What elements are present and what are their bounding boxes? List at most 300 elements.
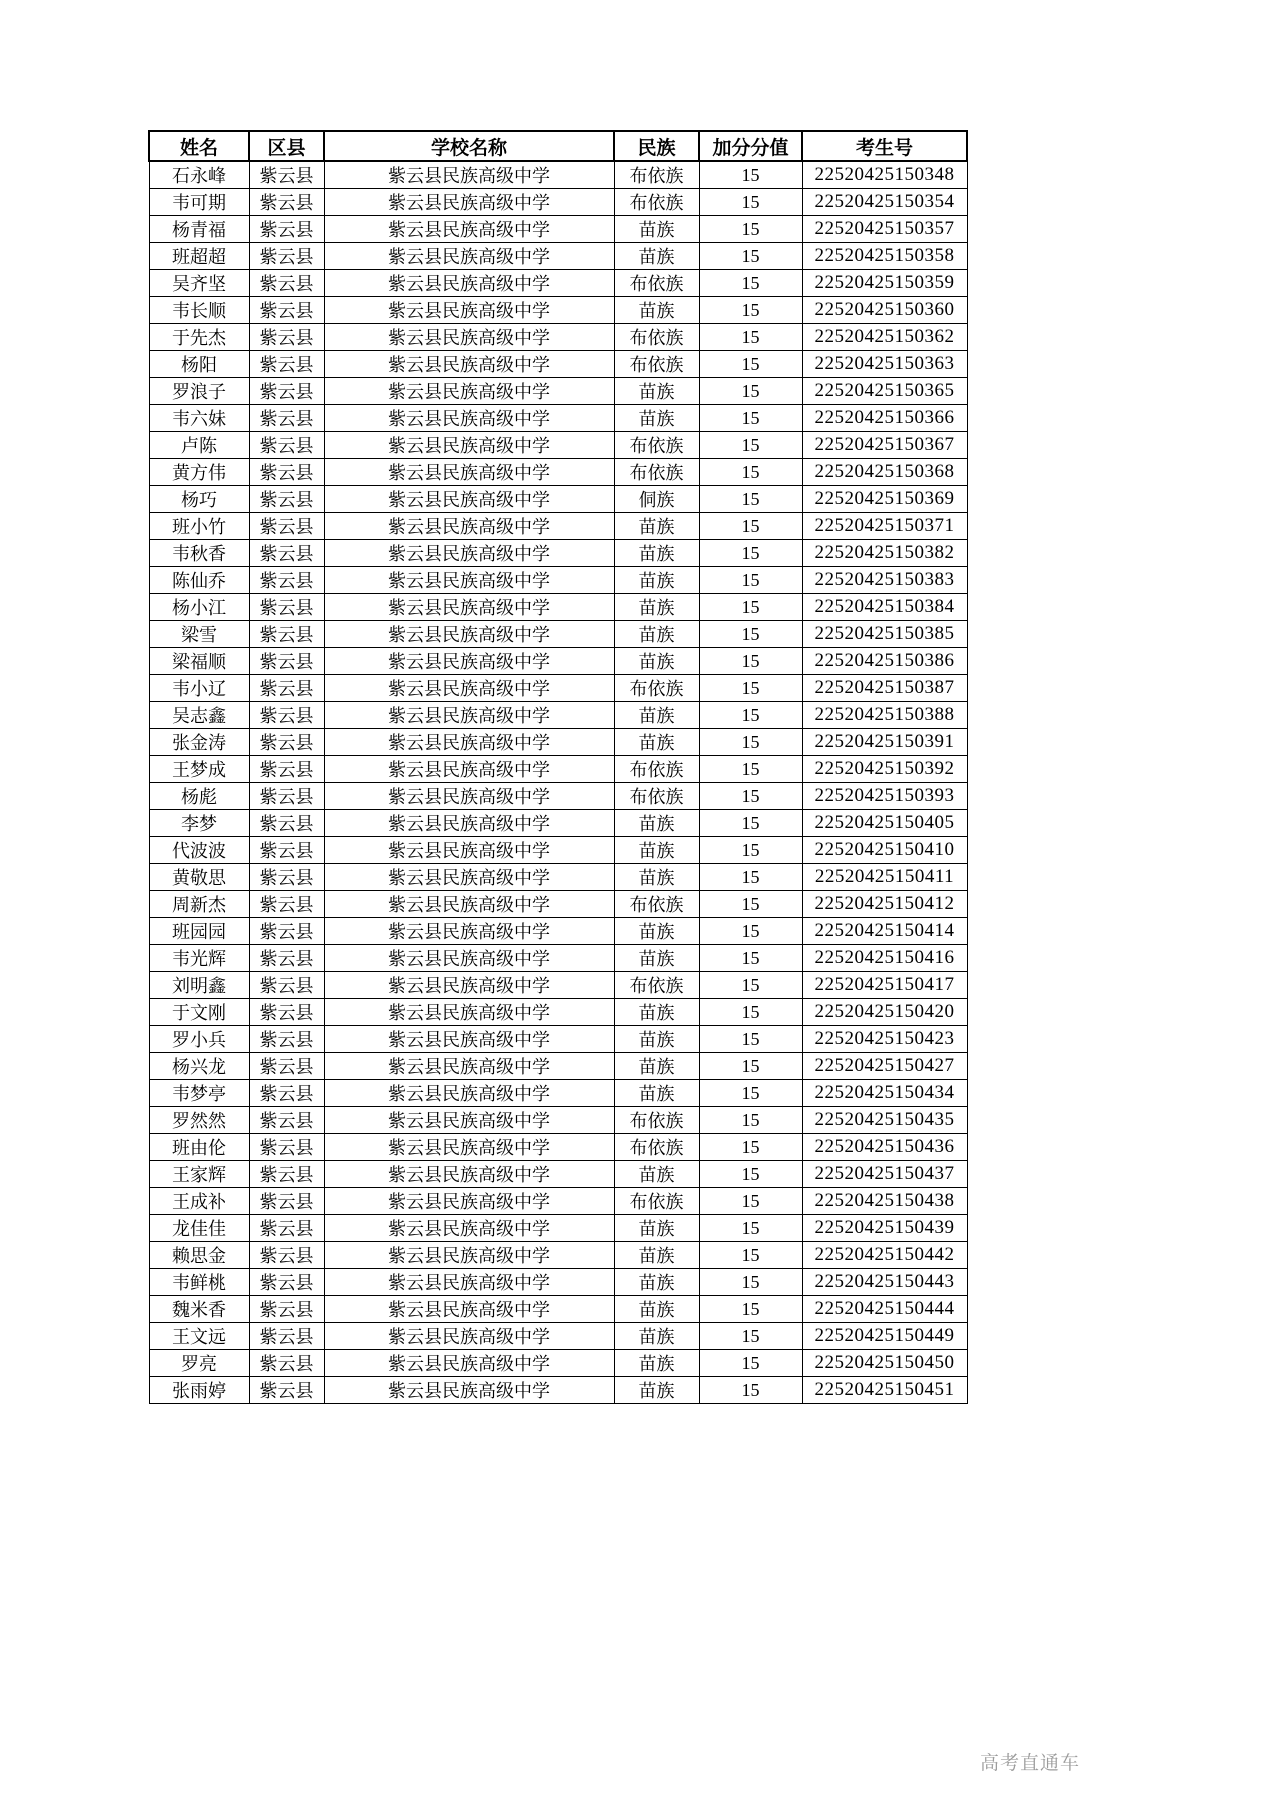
table-cell: 22520425150417 bbox=[802, 972, 967, 999]
table-cell: 22520425150393 bbox=[802, 783, 967, 810]
table-cell: 15 bbox=[699, 1053, 802, 1080]
table-cell: 张金涛 bbox=[149, 729, 249, 756]
table-cell: 15 bbox=[699, 1107, 802, 1134]
table-cell: 苗族 bbox=[614, 1215, 699, 1242]
table-cell: 紫云县 bbox=[249, 918, 324, 945]
table-cell: 吴齐坚 bbox=[149, 270, 249, 297]
table-cell: 15 bbox=[699, 297, 802, 324]
header-row bbox=[149, 131, 967, 161]
table-cell: 22520425150392 bbox=[802, 756, 967, 783]
table-cell: 罗小兵 bbox=[149, 1026, 249, 1053]
table-cell: 周新杰 bbox=[149, 891, 249, 918]
header-cell: 学校名称 bbox=[324, 131, 614, 161]
table-cell: 紫云县 bbox=[249, 891, 324, 918]
table-cell: 紫云县民族高级中学 bbox=[324, 729, 614, 756]
table-cell: 22520425150451 bbox=[802, 1377, 967, 1404]
table-cell: 紫云县 bbox=[249, 189, 324, 216]
table-cell: 赖思金 bbox=[149, 1242, 249, 1269]
table-row bbox=[149, 567, 967, 594]
table-cell: 紫云县 bbox=[249, 161, 324, 189]
table-cell: 王成补 bbox=[149, 1188, 249, 1215]
table-cell: 紫云县民族高级中学 bbox=[324, 594, 614, 621]
table-cell: 15 bbox=[699, 1161, 802, 1188]
table-row bbox=[149, 648, 967, 675]
table-cell: 紫云县 bbox=[249, 1188, 324, 1215]
table-cell: 22520425150391 bbox=[802, 729, 967, 756]
table-cell: 紫云县 bbox=[249, 729, 324, 756]
table-cell: 布依族 bbox=[614, 675, 699, 702]
table-row bbox=[149, 351, 967, 378]
table-cell: 紫云县 bbox=[249, 1350, 324, 1377]
table-cell: 龙佳佳 bbox=[149, 1215, 249, 1242]
table-cell: 15 bbox=[699, 459, 802, 486]
table-cell: 22520425150435 bbox=[802, 1107, 967, 1134]
table-cell: 苗族 bbox=[614, 999, 699, 1026]
table-cell: 紫云县民族高级中学 bbox=[324, 810, 614, 837]
table-cell: 紫云县民族高级中学 bbox=[324, 1053, 614, 1080]
header-cell: 姓名 bbox=[149, 131, 249, 161]
table-cell: 紫云县民族高级中学 bbox=[324, 378, 614, 405]
table-row bbox=[149, 1188, 967, 1215]
table-cell: 22520425150410 bbox=[802, 837, 967, 864]
table-cell: 紫云县民族高级中学 bbox=[324, 189, 614, 216]
table-cell: 紫云县 bbox=[249, 999, 324, 1026]
table-cell: 于文刚 bbox=[149, 999, 249, 1026]
table-cell: 紫云县民族高级中学 bbox=[324, 1080, 614, 1107]
table-cell: 15 bbox=[699, 675, 802, 702]
table-cell: 苗族 bbox=[614, 702, 699, 729]
table-cell: 紫云县 bbox=[249, 216, 324, 243]
table-cell: 15 bbox=[699, 891, 802, 918]
table-cell: 15 bbox=[699, 243, 802, 270]
table-cell: 杨青福 bbox=[149, 216, 249, 243]
table-cell: 刘明鑫 bbox=[149, 972, 249, 999]
table-row bbox=[149, 621, 967, 648]
table-cell: 22520425150449 bbox=[802, 1323, 967, 1350]
table-cell: 李梦 bbox=[149, 810, 249, 837]
table-cell: 紫云县民族高级中学 bbox=[324, 1296, 614, 1323]
table-cell: 苗族 bbox=[614, 1026, 699, 1053]
table-cell: 紫云县 bbox=[249, 513, 324, 540]
table-cell: 紫云县民族高级中学 bbox=[324, 1269, 614, 1296]
table-cell: 15 bbox=[699, 594, 802, 621]
table-cell: 苗族 bbox=[614, 837, 699, 864]
table-row bbox=[149, 1377, 967, 1404]
table-cell: 紫云县民族高级中学 bbox=[324, 513, 614, 540]
table-cell: 紫云县 bbox=[249, 540, 324, 567]
table-cell: 15 bbox=[699, 999, 802, 1026]
table-cell: 紫云县 bbox=[249, 297, 324, 324]
table-cell: 吴志鑫 bbox=[149, 702, 249, 729]
table-cell: 15 bbox=[699, 1377, 802, 1404]
table-cell: 紫云县民族高级中学 bbox=[324, 918, 614, 945]
table-cell: 22520425150443 bbox=[802, 1269, 967, 1296]
table-cell: 苗族 bbox=[614, 567, 699, 594]
table-cell: 紫云县 bbox=[249, 1377, 324, 1404]
table-cell: 22520425150369 bbox=[802, 486, 967, 513]
table-cell: 罗亮 bbox=[149, 1350, 249, 1377]
table-cell: 15 bbox=[699, 1296, 802, 1323]
table-cell: 苗族 bbox=[614, 405, 699, 432]
table-cell: 紫云县 bbox=[249, 1080, 324, 1107]
table-cell: 班小竹 bbox=[149, 513, 249, 540]
table-cell: 紫云县民族高级中学 bbox=[324, 999, 614, 1026]
table-cell: 紫云县民族高级中学 bbox=[324, 1242, 614, 1269]
table-cell: 22520425150354 bbox=[802, 189, 967, 216]
table-cell: 布依族 bbox=[614, 1107, 699, 1134]
table-cell: 苗族 bbox=[614, 1080, 699, 1107]
table-row bbox=[149, 1134, 967, 1161]
table-cell: 张雨婷 bbox=[149, 1377, 249, 1404]
table-cell: 王文远 bbox=[149, 1323, 249, 1350]
table-cell: 布依族 bbox=[614, 432, 699, 459]
table-cell: 15 bbox=[699, 567, 802, 594]
table-cell: 梁雪 bbox=[149, 621, 249, 648]
table-cell: 紫云县民族高级中学 bbox=[324, 1107, 614, 1134]
table-row bbox=[149, 702, 967, 729]
table-cell: 苗族 bbox=[614, 1296, 699, 1323]
table-row bbox=[149, 161, 967, 189]
table-cell: 22520425150434 bbox=[802, 1080, 967, 1107]
table-cell: 紫云县民族高级中学 bbox=[324, 1134, 614, 1161]
table-cell: 杨阳 bbox=[149, 351, 249, 378]
table-cell: 布依族 bbox=[614, 891, 699, 918]
table-cell: 15 bbox=[699, 648, 802, 675]
table-cell: 15 bbox=[699, 270, 802, 297]
table-row bbox=[149, 1350, 967, 1377]
table-cell: 韦秋香 bbox=[149, 540, 249, 567]
table-cell: 22520425150405 bbox=[802, 810, 967, 837]
table-cell: 布依族 bbox=[614, 459, 699, 486]
table-cell: 紫云县民族高级中学 bbox=[324, 459, 614, 486]
table-cell: 紫云县 bbox=[249, 324, 324, 351]
table-cell: 15 bbox=[699, 486, 802, 513]
table-cell: 紫云县民族高级中学 bbox=[324, 432, 614, 459]
table-cell: 紫云县 bbox=[249, 1215, 324, 1242]
table-cell: 紫云县民族高级中学 bbox=[324, 675, 614, 702]
table-cell: 紫云县民族高级中学 bbox=[324, 297, 614, 324]
table-cell: 15 bbox=[699, 1215, 802, 1242]
table-cell: 紫云县 bbox=[249, 810, 324, 837]
table-cell: 15 bbox=[699, 351, 802, 378]
table-row bbox=[149, 675, 967, 702]
table-cell: 22520425150386 bbox=[802, 648, 967, 675]
table-cell: 15 bbox=[699, 756, 802, 783]
table-cell: 紫云县 bbox=[249, 1053, 324, 1080]
table-cell: 22520425150357 bbox=[802, 216, 967, 243]
table-cell: 于先杰 bbox=[149, 324, 249, 351]
table-cell: 15 bbox=[699, 864, 802, 891]
table-body bbox=[149, 161, 967, 1404]
table-row bbox=[149, 270, 967, 297]
table-row bbox=[149, 864, 967, 891]
table-cell: 22520425150388 bbox=[802, 702, 967, 729]
table-cell: 15 bbox=[699, 810, 802, 837]
table-cell: 紫云县民族高级中学 bbox=[324, 1188, 614, 1215]
table-cell: 22520425150414 bbox=[802, 918, 967, 945]
table-cell: 22520425150367 bbox=[802, 432, 967, 459]
table-row bbox=[149, 513, 967, 540]
table-cell: 15 bbox=[699, 1026, 802, 1053]
table-cell: 魏米香 bbox=[149, 1296, 249, 1323]
table-row bbox=[149, 1026, 967, 1053]
table-cell: 15 bbox=[699, 1134, 802, 1161]
table-cell: 22520425150368 bbox=[802, 459, 967, 486]
table-row bbox=[149, 594, 967, 621]
table-cell: 紫云县民族高级中学 bbox=[324, 621, 614, 648]
table-cell: 紫云县 bbox=[249, 405, 324, 432]
table-cell: 15 bbox=[699, 161, 802, 189]
table-cell: 15 bbox=[699, 216, 802, 243]
table-cell: 紫云县民族高级中学 bbox=[324, 1026, 614, 1053]
table-cell: 紫云县 bbox=[249, 783, 324, 810]
table-cell: 布依族 bbox=[614, 189, 699, 216]
table-cell: 15 bbox=[699, 324, 802, 351]
table-row bbox=[149, 216, 967, 243]
table-cell: 侗族 bbox=[614, 486, 699, 513]
table-cell: 紫云县民族高级中学 bbox=[324, 351, 614, 378]
table-cell: 杨巧 bbox=[149, 486, 249, 513]
table-cell: 紫云县 bbox=[249, 675, 324, 702]
table-cell: 22520425150360 bbox=[802, 297, 967, 324]
table-cell: 韦长顺 bbox=[149, 297, 249, 324]
table-cell: 紫云县民族高级中学 bbox=[324, 1215, 614, 1242]
table-cell: 布依族 bbox=[614, 972, 699, 999]
table-cell: 22520425150382 bbox=[802, 540, 967, 567]
table-cell: 罗然然 bbox=[149, 1107, 249, 1134]
table-cell: 15 bbox=[699, 621, 802, 648]
table-cell: 紫云县民族高级中学 bbox=[324, 702, 614, 729]
table-cell: 22520425150384 bbox=[802, 594, 967, 621]
table-cell: 紫云县民族高级中学 bbox=[324, 891, 614, 918]
table-row bbox=[149, 1215, 967, 1242]
bonus-points-table bbox=[148, 130, 968, 1404]
table-cell: 22520425150371 bbox=[802, 513, 967, 540]
table-cell: 苗族 bbox=[614, 1053, 699, 1080]
table-cell: 15 bbox=[699, 405, 802, 432]
table-cell: 22520425150420 bbox=[802, 999, 967, 1026]
table-cell: 紫云县 bbox=[249, 486, 324, 513]
header-cell: 区县 bbox=[249, 131, 324, 161]
table-cell: 15 bbox=[699, 837, 802, 864]
table-cell: 杨小江 bbox=[149, 594, 249, 621]
table-cell: 紫云县 bbox=[249, 594, 324, 621]
table-cell: 苗族 bbox=[614, 1242, 699, 1269]
table-cell: 苗族 bbox=[614, 378, 699, 405]
table-row bbox=[149, 783, 967, 810]
table-row bbox=[149, 945, 967, 972]
table-cell: 苗族 bbox=[614, 648, 699, 675]
table-cell: 王家辉 bbox=[149, 1161, 249, 1188]
table-cell: 苗族 bbox=[614, 1269, 699, 1296]
table-cell: 苗族 bbox=[614, 945, 699, 972]
table-cell: 紫云县民族高级中学 bbox=[324, 1161, 614, 1188]
table-cell: 22520425150411 bbox=[802, 864, 967, 891]
table-cell: 15 bbox=[699, 1188, 802, 1215]
table-cell: 布依族 bbox=[614, 1188, 699, 1215]
table-row bbox=[149, 756, 967, 783]
table-cell: 紫云县 bbox=[249, 1323, 324, 1350]
table-cell: 22520425150439 bbox=[802, 1215, 967, 1242]
table-row bbox=[149, 972, 967, 999]
table-cell: 杨兴龙 bbox=[149, 1053, 249, 1080]
table-row bbox=[149, 1107, 967, 1134]
table-cell: 22520425150366 bbox=[802, 405, 967, 432]
table-cell: 黄方伟 bbox=[149, 459, 249, 486]
table-cell: 苗族 bbox=[614, 297, 699, 324]
table-cell: 15 bbox=[699, 540, 802, 567]
table-cell: 紫云县民族高级中学 bbox=[324, 270, 614, 297]
table-cell: 布依族 bbox=[614, 324, 699, 351]
table-cell: 陈仙乔 bbox=[149, 567, 249, 594]
table-cell: 22520425150359 bbox=[802, 270, 967, 297]
table-cell: 22520425150385 bbox=[802, 621, 967, 648]
table-cell: 罗浪子 bbox=[149, 378, 249, 405]
table-cell: 卢陈 bbox=[149, 432, 249, 459]
table-cell: 紫云县 bbox=[249, 1242, 324, 1269]
table-row bbox=[149, 1053, 967, 1080]
table-cell: 紫云县 bbox=[249, 432, 324, 459]
table-cell: 15 bbox=[699, 432, 802, 459]
table-cell: 22520425150365 bbox=[802, 378, 967, 405]
table-cell: 15 bbox=[699, 1269, 802, 1296]
table-cell: 苗族 bbox=[614, 216, 699, 243]
table-cell: 22520425150416 bbox=[802, 945, 967, 972]
table-row bbox=[149, 297, 967, 324]
table-cell: 石永峰 bbox=[149, 161, 249, 189]
table-row bbox=[149, 1296, 967, 1323]
table-cell: 22520425150450 bbox=[802, 1350, 967, 1377]
header-cell: 考生号 bbox=[802, 131, 967, 161]
table-cell: 紫云县民族高级中学 bbox=[324, 756, 614, 783]
table-cell: 紫云县民族高级中学 bbox=[324, 486, 614, 513]
table-cell: 韦鲜桃 bbox=[149, 1269, 249, 1296]
table-cell: 苗族 bbox=[614, 864, 699, 891]
table-cell: 紫云县民族高级中学 bbox=[324, 1377, 614, 1404]
table-cell: 紫云县 bbox=[249, 243, 324, 270]
table-cell: 22520425150442 bbox=[802, 1242, 967, 1269]
table-row bbox=[149, 1161, 967, 1188]
table-row bbox=[149, 540, 967, 567]
table-cell: 紫云县 bbox=[249, 1107, 324, 1134]
table-row bbox=[149, 459, 967, 486]
table-cell: 22520425150427 bbox=[802, 1053, 967, 1080]
table-cell: 22520425150444 bbox=[802, 1296, 967, 1323]
table-cell: 紫云县民族高级中学 bbox=[324, 405, 614, 432]
table-cell: 紫云县 bbox=[249, 1026, 324, 1053]
table-cell: 班由伦 bbox=[149, 1134, 249, 1161]
table-cell: 紫云县 bbox=[249, 459, 324, 486]
table-cell: 22520425150358 bbox=[802, 243, 967, 270]
table-cell: 韦可期 bbox=[149, 189, 249, 216]
table-cell: 22520425150348 bbox=[802, 161, 967, 189]
table-cell: 紫云县民族高级中学 bbox=[324, 324, 614, 351]
table-cell: 布依族 bbox=[614, 270, 699, 297]
table-cell: 班超超 bbox=[149, 243, 249, 270]
table-cell: 紫云县 bbox=[249, 1134, 324, 1161]
table-cell: 15 bbox=[699, 1080, 802, 1107]
table-cell: 紫云县民族高级中学 bbox=[324, 945, 614, 972]
table-cell: 苗族 bbox=[614, 918, 699, 945]
header-cell: 加分分值 bbox=[699, 131, 802, 161]
table-cell: 苗族 bbox=[614, 540, 699, 567]
table-cell: 紫云县 bbox=[249, 648, 324, 675]
header-cell: 民族 bbox=[614, 131, 699, 161]
table-cell: 15 bbox=[699, 378, 802, 405]
table-cell: 22520425150438 bbox=[802, 1188, 967, 1215]
table-cell: 紫云县 bbox=[249, 756, 324, 783]
table-row bbox=[149, 729, 967, 756]
table-row bbox=[149, 891, 967, 918]
table-cell: 15 bbox=[699, 1242, 802, 1269]
table-row bbox=[149, 486, 967, 513]
table-cell: 梁福顺 bbox=[149, 648, 249, 675]
table-cell: 苗族 bbox=[614, 1323, 699, 1350]
table-cell: 苗族 bbox=[614, 594, 699, 621]
table-cell: 22520425150383 bbox=[802, 567, 967, 594]
table-cell: 紫云县民族高级中学 bbox=[324, 648, 614, 675]
table-cell: 紫云县民族高级中学 bbox=[324, 864, 614, 891]
table-cell: 苗族 bbox=[614, 729, 699, 756]
table-cell: 15 bbox=[699, 972, 802, 999]
table-cell: 黄敬思 bbox=[149, 864, 249, 891]
table-cell: 紫云县民族高级中学 bbox=[324, 567, 614, 594]
table-cell: 苗族 bbox=[614, 1377, 699, 1404]
table-cell: 紫云县 bbox=[249, 1269, 324, 1296]
table-cell: 紫云县 bbox=[249, 702, 324, 729]
table-cell: 苗族 bbox=[614, 1350, 699, 1377]
table-cell: 22520425150437 bbox=[802, 1161, 967, 1188]
table-row bbox=[149, 243, 967, 270]
watermark: 高考直通车 bbox=[979, 1753, 1080, 1774]
table-cell: 22520425150423 bbox=[802, 1026, 967, 1053]
table-cell: 22520425150436 bbox=[802, 1134, 967, 1161]
table-cell: 紫云县民族高级中学 bbox=[324, 216, 614, 243]
table-cell: 苗族 bbox=[614, 243, 699, 270]
table-cell: 紫云县 bbox=[249, 1161, 324, 1188]
table-cell: 苗族 bbox=[614, 513, 699, 540]
table-cell: 杨彪 bbox=[149, 783, 249, 810]
table-row bbox=[149, 918, 967, 945]
table-row bbox=[149, 837, 967, 864]
table-cell: 22520425150362 bbox=[802, 324, 967, 351]
table-row bbox=[149, 1242, 967, 1269]
table-cell: 苗族 bbox=[614, 621, 699, 648]
table-cell: 紫云县 bbox=[249, 972, 324, 999]
table-cell: 布依族 bbox=[614, 351, 699, 378]
table-cell: 紫云县 bbox=[249, 270, 324, 297]
table-cell: 紫云县 bbox=[249, 567, 324, 594]
table-cell: 紫云县民族高级中学 bbox=[324, 783, 614, 810]
table-row bbox=[149, 999, 967, 1026]
table-cell: 班园园 bbox=[149, 918, 249, 945]
table-cell: 韦光辉 bbox=[149, 945, 249, 972]
table-cell: 苗族 bbox=[614, 810, 699, 837]
table-row bbox=[149, 810, 967, 837]
table-cell: 紫云县 bbox=[249, 945, 324, 972]
table-cell: 22520425150363 bbox=[802, 351, 967, 378]
table-cell: 紫云县民族高级中学 bbox=[324, 972, 614, 999]
table-row bbox=[149, 189, 967, 216]
table-cell: 紫云县 bbox=[249, 1296, 324, 1323]
table-cell: 紫云县 bbox=[249, 864, 324, 891]
table-cell: 15 bbox=[699, 1350, 802, 1377]
table-cell: 布依族 bbox=[614, 783, 699, 810]
table-cell: 韦梦亭 bbox=[149, 1080, 249, 1107]
table-row bbox=[149, 1323, 967, 1350]
table-cell: 15 bbox=[699, 189, 802, 216]
table-header bbox=[149, 131, 967, 161]
